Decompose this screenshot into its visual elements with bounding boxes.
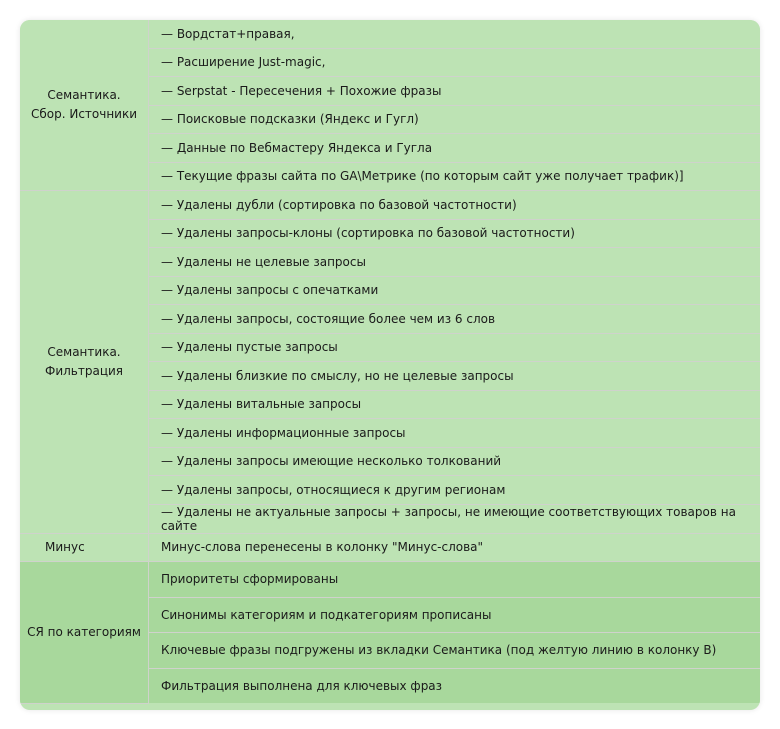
item-cell: — Удалены витальные запросы <box>149 390 761 419</box>
item-cell: — Удалены запросы-клоны (сортировка по базовой частотности) <box>149 219 761 248</box>
item-cell: — Удалены запросы, относящиеся к другим регионам <box>149 476 761 505</box>
table-row <box>20 20 760 48</box>
item-cell: — Удалены пустые запросы <box>149 333 761 362</box>
category-cell-sources <box>20 20 149 191</box>
item-cell: — Удалены дубли (сортировка по базовой частотности) <box>149 191 761 220</box>
table-row <box>20 533 760 562</box>
item-cell: — Удалены запросы с опечатками <box>149 276 761 305</box>
table-row <box>20 191 760 220</box>
category-label: Семантика. Сбор. Источники <box>30 88 138 121</box>
item-cell: Минус-слова перенесены в колонку "Минус-слова" <box>149 533 761 562</box>
item-cell: — Расширение Just-magic, <box>149 48 761 77</box>
table-row <box>20 562 760 598</box>
item-cell: — Текущие фразы сайта по GA\Метрике (по которым сайт уже получает трафик)] <box>149 162 761 191</box>
item-cell: — Удалены информационные запросы <box>149 419 761 448</box>
category-label: Семантика. Фильтрация <box>44 344 124 378</box>
category-label: Минус <box>45 539 85 554</box>
item-cell: — Поисковые подсказки (Яндекс и Гугл) <box>149 105 761 134</box>
item-cell: — Serpstat - Пересечения + Похожие фразы <box>149 77 761 106</box>
item-cell: — Вордстат+правая, <box>149 20 761 48</box>
category-cell-by-category <box>20 562 149 704</box>
item-cell: — Удалены близкие по смыслу, но не целевые запросы <box>149 362 761 391</box>
item-cell: — Удалены не целевые запросы <box>149 248 761 277</box>
category-cell-filtering <box>20 191 149 534</box>
item-cell: Ключевые фразы подгружены из вкладки Семантика (под желтую линию в колонку B) <box>149 633 761 669</box>
checklist-card <box>20 20 760 710</box>
category-cell-minus <box>20 533 149 562</box>
item-cell: — Удалены запросы, состоящие более чем из 6 слов <box>149 305 761 334</box>
item-cell: — Удалены запросы имеющие несколько толкований <box>149 447 761 476</box>
item-cell: Приоритеты сформированы <box>149 562 761 598</box>
item-cell: Фильтрация выполнена для ключевых фраз <box>149 668 761 703</box>
item-cell: — Данные по Вебмастеру Яндекса и Гугла <box>149 134 761 163</box>
item-cell: — Удалены не актуальные запросы + запросы, не имеющие соответствующих товаров на сайте <box>149 504 761 533</box>
category-label: СЯ по категориям <box>27 624 141 639</box>
item-cell: Синонимы категориям и подкатегориям прописаны <box>149 597 761 633</box>
checklist-table <box>20 20 760 704</box>
